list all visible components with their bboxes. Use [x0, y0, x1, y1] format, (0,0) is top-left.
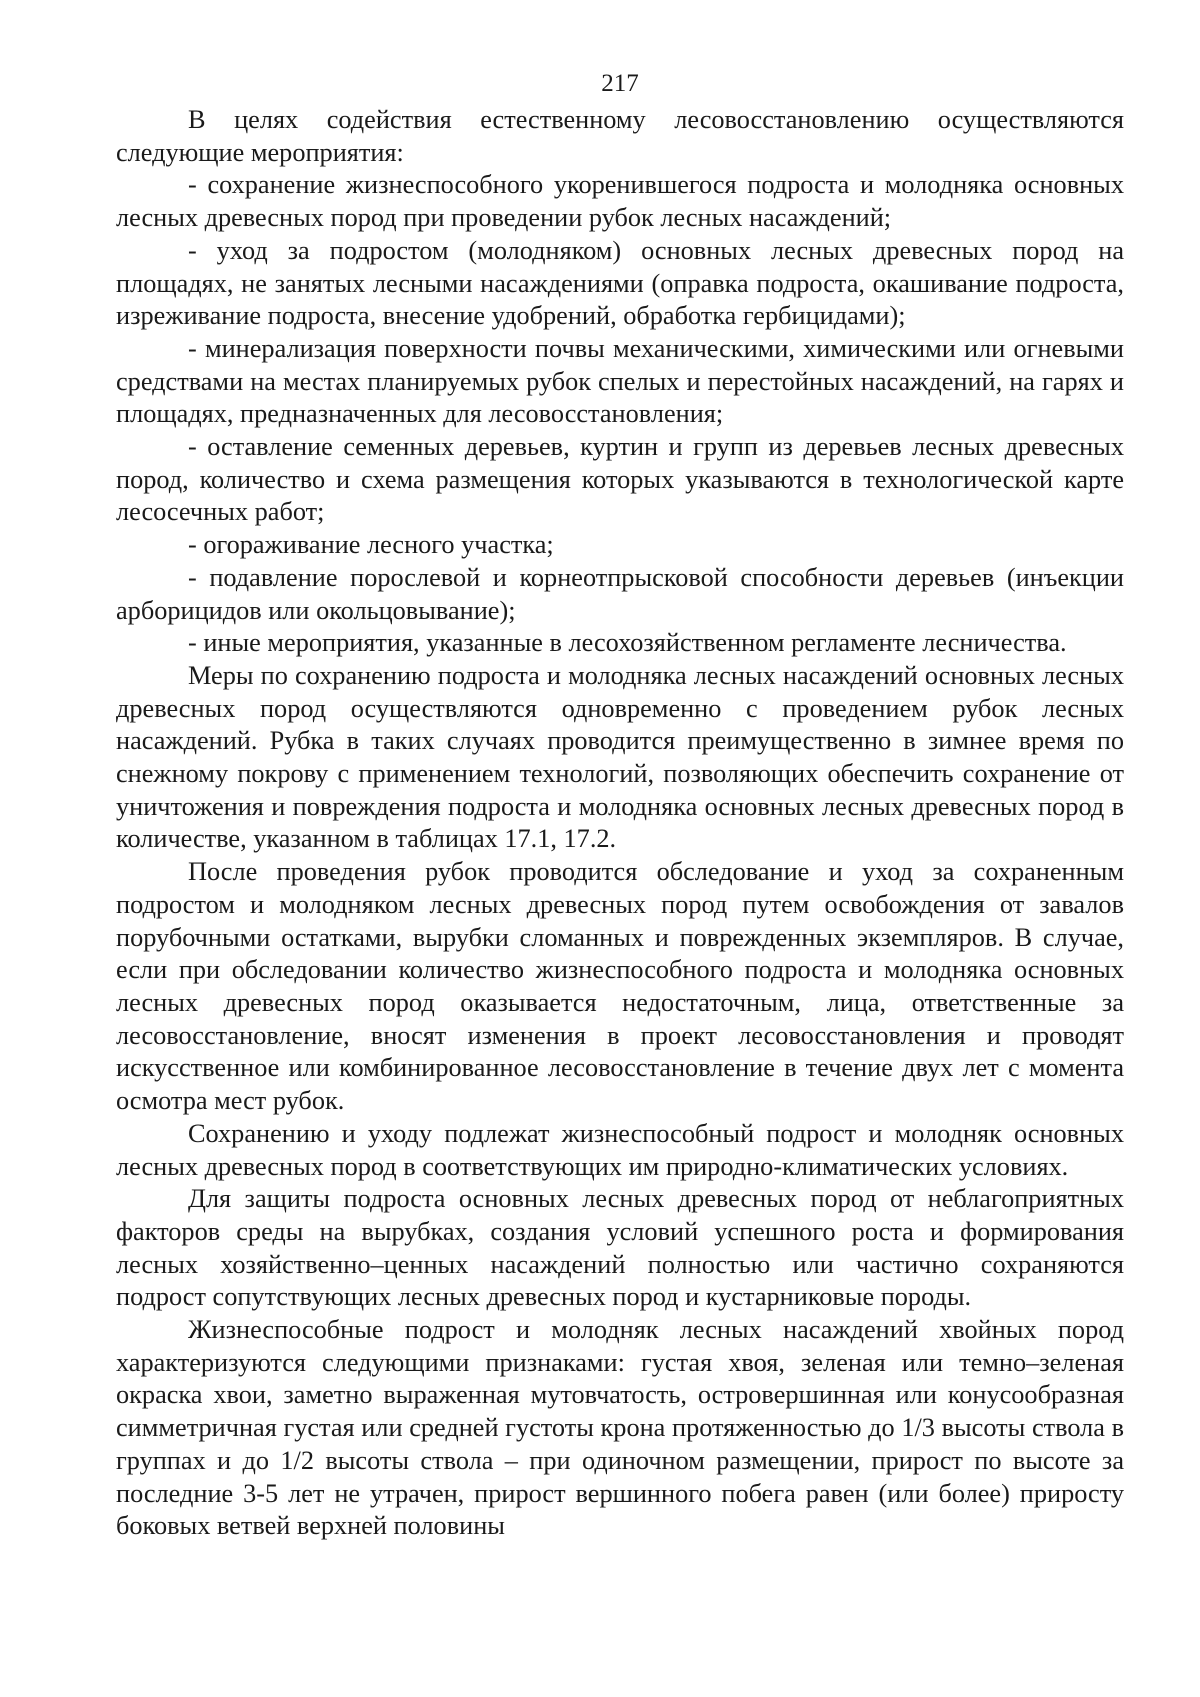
list-item-soil-mineralization: - минерализация поверхности почвы механическими, химическими или огневыми средствами на местах планируемых рубок спелых и перестойных насаждений, на гарях и площадях, предназначенных для лесовосстановления;: [116, 333, 1124, 429]
list-item-seed-trees: - оставление семенных деревьев, куртин и групп из деревьев лесных древесных пород, количество и схема размещения которых указываются в технологической карте лесосечных работ;: [116, 432, 1124, 527]
paragraph-post-felling-survey: После проведения рубок проводится обследование и уход за сохраненным подростом и молодняком лесных древесных пород путем освобождения от завалов порубочными остатками, вырубки сломанных и поврежденных экземпляров. В случае, если при обследовании количество жизнеспособного подроста и молодняка основных лесных древесных пород оказывается недостаточным, лица, ответственные за лесовосстановление, вносят изменения в проект лесовосстановления и проводят искусственное или комбинированное лесовосстановление в течение двух лет с момента осмотра мест рубок.: [116, 857, 1124, 1116]
list-item-preservation: - сохранение жизнеспособного укоренившегося подроста и молодняка основных лесных древесных пород при проведении рубок лесных насаждений;: [116, 170, 1124, 233]
paragraph-viability-signs: Жизнеспособные подрост и молодняк лесных насаждений хвойных пород характеризуются следующими признаками: густая хвоя, зеленая или темно–зеленая окраска хвои, заметно выраженная мутовчатость, островершинная или конусообразная симметричная густая или средней густоты крона протяженностью до 1/3 высоты ствола в группах и до 1/2 высоты ствола – при одиночном размещении, прирост по высоте за последние 3-5 лет не утрачен, прирост вершинного побега равен (или более) приросту боковых ветвей верхней половины: [116, 1315, 1124, 1541]
list-item-undergrowth-care: - уход за подростом (молодняком) основных лесных древесных пород на площадях, не занятых лесными насаждениями (оправка подроста, окашивание подроста, изреживание подроста, внесение удобрений, обработка гербицидами);: [116, 235, 1124, 331]
paragraph-intro: В целях содействия естественному лесовосстановлению осуществляются следующие мероприятия:: [116, 105, 1124, 167]
paragraph-care-subject: Сохранению и уходу подлежат жизнеспособный подрост и молодняк основных лесных древесных пород в соответствующих им природно-климатических условиях.: [116, 1118, 1124, 1181]
list-item-fencing: - огораживание лесного участка;: [188, 530, 554, 560]
body-text: [116, 104, 1124, 1543]
paragraph-protection: Для защиты подроста основных лесных древесных пород от неблагоприятных факторов среды на вырубках, создания условий успешного роста и формирования лесных хозяйственно–ценных насаждений полностью или частично сохраняются подрост сопутствующих лесных древесных пород и кустарниковые породы.: [116, 1184, 1124, 1312]
paragraph-preservation-measures: Меры по сохранению подроста и молодняка лесных насаждений основных лесных древесных пород осуществляются одновременно с проведением рубок лесных насаждений. Рубка в таких случаях проводится преимущественно в зимнее время по снежному покрову с применением технологий, позволяющих обеспечить сохранение от уничтожения и повреждения подроста и молодняка основных лесных древесных пород в количестве, указанном в таблицах 17.1, 17.2.: [116, 660, 1124, 854]
list-item-other-measures: - иные мероприятия, указанные в лесохозяйственном регламенте лесничества.: [188, 628, 1067, 658]
page-number: 217: [601, 70, 639, 97]
list-item-coppice-suppression: - подавление порослевой и корнеотпрысковой способности деревьев (инъекции арборицидов или окольцовывание);: [116, 562, 1124, 625]
